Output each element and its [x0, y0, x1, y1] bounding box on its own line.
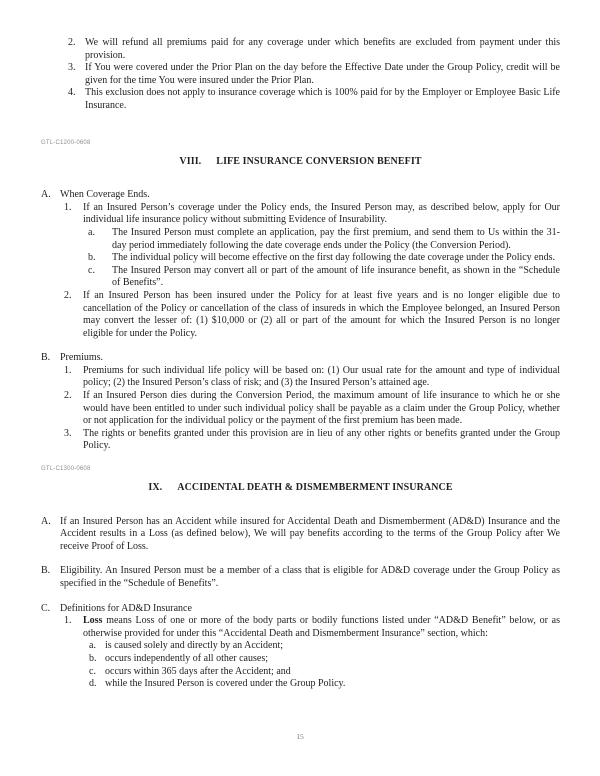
page-number: 15: [296, 732, 304, 741]
form-code-gtl-c1200: GTL-C1200-0608: [41, 139, 91, 146]
paragraph-text: Eligibility. An Insured Person must be a member of a class that is eligible for AD&D coverage under the Group Policy as specified in the “Schedule of Benefits”.: [60, 565, 560, 589]
list-marker: 3.: [64, 427, 72, 439]
list-item: [64, 428, 560, 453]
list-item: [64, 290, 560, 340]
list-marker: c.: [88, 264, 95, 276]
list-marker: b.: [89, 652, 97, 664]
list-item-text: If an Insured Person has been insured under the Policy for at least five years and is no longer eligible due to cancellation of the Policy or cancellation of the class of insureds in which the Employee belonged, an Insured Person may convert the lesser of: (1) $10,000 or (2) all or part of the amount for which the Insured Person is no longer eligible for under the Policy.: [83, 289, 560, 339]
list-item: [68, 37, 560, 62]
section-viii-a: [41, 189, 560, 340]
list-marker: 2.: [64, 390, 72, 402]
list-item: [88, 227, 560, 252]
defined-term: Loss: [83, 615, 103, 627]
list-item: [68, 62, 560, 87]
list-item-text: This exclusion does not apply to insurance coverage which is 100% paid for by the Employer or Employee Basic Life Insurance.: [85, 87, 560, 111]
section-ix-c: [41, 603, 560, 691]
list-item-text: occurs independently of all other causes;: [105, 652, 268, 664]
list-marker: C.: [41, 602, 51, 614]
list-item: [88, 265, 560, 290]
list-item-text: The individual policy will become effective on the first day following the date coverage under the Policy ends.: [112, 252, 556, 264]
section-ix-b: [41, 565, 560, 590]
list-marker: 1.: [64, 615, 72, 627]
section-ix-a: [41, 516, 560, 554]
list-item-text: If You were covered under the Prior Plan on the day before the Effective Date under the Group Policy, credit will be given for the time You were insured under the Prior Plan.: [85, 62, 560, 86]
list-marker: d.: [89, 678, 97, 690]
list-item-text: The rights or benefits granted under this provision are in lieu of any other rights or benefits granted under the Group Policy.: [83, 427, 560, 452]
list-item: [64, 390, 560, 428]
list-item-text: If an Insured Person dies during the Conversion Period, the maximum amount of life insurance to which he or she would have been entitled to under such individual policy shall be payable as a claim under the Group Policy, whether or not application for the individual policy or the payment of the first premium has been made.: [83, 390, 560, 427]
list-marker: c.: [89, 665, 96, 677]
list-item: [89, 666, 560, 679]
list-item: [89, 653, 560, 666]
section-viii-number: VIII.: [179, 155, 202, 167]
list-item-text: The Insured Person may convert all or part of the amount of life insurance benefit, as shown in the “Schedule of Benefits”.: [112, 264, 560, 289]
list-item-text: We will refund all premiums paid for any coverage under which benefits are excluded from payment under this provision.: [85, 37, 560, 61]
list-marker: 4.: [68, 87, 76, 99]
list-marker: B.: [41, 352, 51, 364]
list-marker: 3.: [68, 62, 76, 74]
list-item-text: The Insured Person must complete an application, pay the first premium, and send them to Us within the 31-day period immediately following the date coverage ends under the Policy (the Conversion Period).: [112, 226, 560, 251]
list-marker: 2.: [68, 37, 76, 48]
list-marker: B.: [41, 565, 51, 577]
list-item: [64, 202, 560, 227]
form-code-gtl-c1300: GTL-C1300-0608: [41, 466, 91, 473]
section-ix-heading: [41, 482, 560, 495]
section-a-heading-row: [41, 189, 560, 202]
section-viii-b: [41, 352, 560, 453]
list-item-text: is caused solely and directly by an Accident;: [105, 640, 284, 652]
list-marker: b.: [88, 252, 96, 264]
list-marker: 2.: [64, 289, 72, 301]
list-marker: a.: [88, 226, 95, 238]
section-b-heading-text: Premiums.: [60, 352, 104, 364]
list-item: [68, 87, 560, 112]
section-b-heading-row: [41, 352, 560, 365]
paragraph-text: If an Insured Person has an Accident while insured for Accidental Death and Dismemberment (AD&D) Insurance and the Accident results in a Loss (as defined below), We will pay benefits according to the terms of the Group Policy after We receive Proof of Loss.: [60, 515, 560, 552]
list-item-text: Premiums for such individual life policy will be based on: (1) Our usual rate for the amount and type of individual policy; (2) the Insured Person’s class of risk; and (3) the Insured Person’s attained age.: [83, 364, 560, 389]
list-item: [88, 252, 560, 265]
definition-text: means Loss of one or more of the body parts or bodily functions listed under “AD&D Benefit” below, or as otherwise provided for under this “Accidental Death and Dismemberment Insurance” section, which:: [83, 615, 560, 639]
list-marker: 1.: [64, 201, 72, 213]
section-ix-title: ACCIDENTAL DEATH & DISMEMBERMENT INSURANCE: [177, 482, 453, 494]
list-item-text: If an Insured Person’s coverage under the Policy ends, the Insured Person may, as described below, apply for Our individual life insurance policy without submitting Evidence of Insurability.: [83, 201, 560, 226]
list-item-text: occurs within 365 days after the Accident; and: [105, 665, 291, 677]
list-marker: 1.: [64, 364, 72, 376]
list-item: [89, 640, 560, 653]
list-marker: a.: [89, 640, 96, 652]
list-item-text: [83, 615, 560, 640]
section-ix-number: IX.: [148, 482, 163, 494]
section-viii-heading: [41, 156, 560, 169]
section-c-heading-text: Definitions for AD&D Insurance: [60, 602, 192, 614]
list-item: [89, 678, 560, 691]
section-c-heading-row: [41, 603, 560, 616]
list-item: [64, 365, 560, 390]
exclusion-continuation-list: [41, 37, 560, 113]
list-item-text: while the Insured Person is covered under the Group Policy.: [105, 678, 346, 690]
list-marker: A.: [41, 515, 51, 527]
list-item: [64, 615, 560, 640]
section-viii-title: LIFE INSURANCE CONVERSION BENEFIT: [216, 155, 422, 167]
section-a-heading-text: When Coverage Ends.: [60, 189, 150, 201]
list-marker: A.: [41, 189, 51, 201]
